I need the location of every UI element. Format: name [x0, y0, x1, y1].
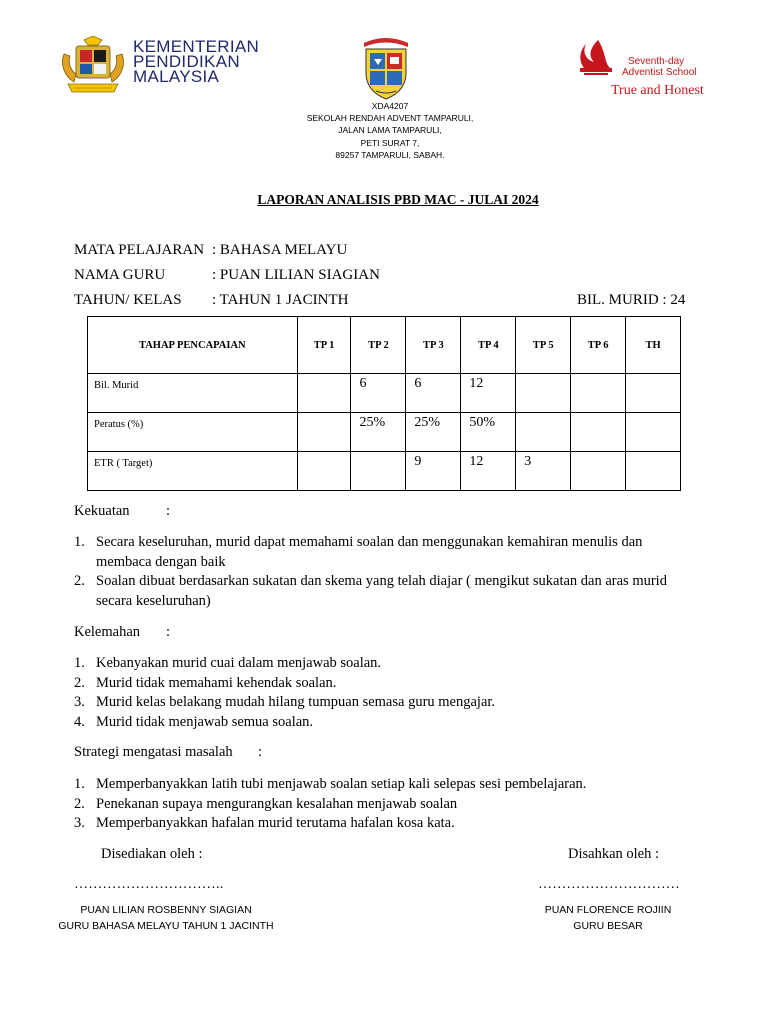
ministry-line-2: PENDIDIKAN: [133, 52, 240, 71]
list-item: [74, 814, 724, 834]
approved-signature-line: …………………………: [538, 877, 680, 892]
item-number: 1.: [74, 655, 85, 671]
table-cell: [297, 374, 351, 413]
row-label: Bil. Murid: [88, 374, 298, 413]
sda-flame-logo: [576, 38, 616, 78]
sda-line-2: Adventist School: [622, 67, 697, 78]
item-number: 3.: [74, 694, 85, 710]
list-item: [74, 775, 724, 795]
table-cell: [351, 452, 406, 491]
class-value: : TAHUN 1 JACINTH: [212, 292, 349, 308]
achievement-table: [87, 316, 681, 491]
school-crest-logo: [358, 33, 414, 101]
item-number: 4.: [74, 713, 85, 730]
address-line-2: PETI SURAT 7,: [360, 137, 420, 148]
list-item: [74, 693, 724, 713]
item-text: Penekanan supaya mengurangkan kesalahan menjawab soalan: [96, 795, 458, 812]
moe-crest-logo: [58, 36, 128, 98]
list-item: [74, 572, 724, 611]
table-cell: 9: [406, 452, 461, 491]
table-cell: [571, 374, 626, 413]
school-address-block: [0, 100, 768, 161]
item-number: 1.: [74, 776, 85, 792]
ministry-line-3: MALAYSIA: [133, 67, 220, 86]
student-count: BIL. MURID : 24: [577, 292, 686, 308]
strategy-heading: Strategi mengatasi masalah: [74, 744, 233, 760]
weaknesses-list: [74, 654, 724, 732]
table-row: [88, 374, 681, 413]
table-cell: [571, 452, 626, 491]
item-text: secara keseluruhan): [96, 592, 211, 609]
prepared-by-label: Disediakan oleh :: [101, 846, 203, 862]
approved-role: GURU BESAR: [573, 919, 643, 932]
table-cell: [297, 452, 351, 491]
school-code: XDA4207: [371, 101, 409, 111]
table-row: [88, 452, 681, 491]
table-header: TP 3: [406, 317, 461, 374]
table-cell: [626, 413, 681, 452]
prepared-signature-line: …………………………..: [74, 877, 224, 892]
row-label: ETR ( Target): [88, 452, 298, 491]
list-item: [74, 654, 724, 674]
table-header: TP 6: [571, 317, 626, 374]
table-cell: [626, 452, 681, 491]
list-item: [74, 713, 724, 733]
table-cell: 12: [461, 374, 516, 413]
table-cell: 3: [516, 452, 571, 491]
table-row: [88, 413, 681, 452]
approved-by-label: Disahkan oleh :: [568, 846, 660, 862]
table-cell: 50%: [461, 413, 516, 452]
strategy-list: [74, 775, 724, 834]
item-text: Murid tidak memahami kehendak soalan.: [96, 674, 337, 691]
list-item: [74, 674, 724, 694]
item-text: Soalan dibuat berdasarkan sukatan dan skema yang telah diajar ( mengikut sukatan dan aras murid: [96, 573, 667, 589]
prepared-name: PUAN LILIAN ROSBENNY SIAGIAN: [80, 904, 252, 916]
list-item: [74, 795, 724, 815]
strengths-heading: Kekuatan: [74, 503, 130, 519]
weaknesses-heading: Kelemahan: [74, 624, 141, 640]
table-cell: 25%: [406, 413, 461, 452]
item-text: membaca dengan baik: [96, 553, 226, 570]
item-number: 3.: [74, 815, 85, 831]
table-cell: [297, 413, 351, 452]
weaknesses-colon: :: [166, 624, 171, 640]
table-header: TP 4: [461, 317, 516, 374]
approved-name: PUAN FLORENCE ROJIIN: [544, 904, 672, 916]
strengths-colon: :: [166, 503, 171, 519]
item-number: 1.: [74, 534, 85, 550]
table-cell: [516, 413, 571, 452]
report-title: LAPORAN ANALISIS PBD MAC - JULAI 2024: [257, 192, 539, 207]
subject-value: : BAHASA MELAYU: [212, 242, 348, 258]
subject-label: MATA PELAJARAN: [74, 242, 205, 258]
prepared-by-block: [40, 903, 292, 934]
item-number: 2.: [74, 795, 85, 812]
table-cell: [626, 374, 681, 413]
item-number: 2.: [74, 573, 85, 589]
table-header: TP 5: [516, 317, 571, 374]
address-line-1: JALAN LAMA TAMPARULI,: [338, 125, 442, 136]
item-text: Secara keseluruhan, murid dapat memahami soalan dan menggunakan kemahiran menulis dan: [96, 534, 643, 550]
table-header: TAHAP PENCAPAIAN: [88, 317, 298, 374]
item-text: Memperbanyakkan hafalan murid terutama hafalan kosa kata.: [96, 815, 455, 831]
strategy-colon: :: [258, 744, 263, 760]
table-cell: 12: [461, 452, 516, 491]
table-cell: [571, 413, 626, 452]
table-cell: 25%: [351, 413, 406, 452]
table-cell: 6: [351, 374, 406, 413]
table-header: TH: [626, 317, 681, 374]
list-item: [74, 533, 724, 572]
item-text: Kebanyakan murid cuai dalam menjawab soalan.: [96, 655, 382, 671]
ministry-line-1: KEMENTERIAN: [133, 37, 260, 56]
strengths-list: [74, 533, 724, 611]
table-cell: 6: [406, 374, 461, 413]
item-text: Memperbanyakkan latih tubi menjawab soalan setiap kali selepas sesi pembelajaran.: [96, 776, 587, 792]
school-name: SEKOLAH RENDAH ADVENT TAMPARULI,: [306, 113, 474, 124]
table-header: TP 1: [297, 317, 351, 374]
class-label: TAHUN/ KELAS: [74, 292, 182, 308]
sda-wordmark: [622, 56, 697, 78]
sda-line-1: Seventh-day: [628, 56, 685, 67]
table-header-row: [88, 317, 681, 374]
ministry-wordmark: [133, 39, 259, 84]
address-line-3: 89257 TAMPARULI, SABAH.: [335, 149, 445, 160]
approved-by-block: [528, 903, 688, 934]
table-header: TP 2: [351, 317, 406, 374]
row-label: Peratus (%): [88, 413, 298, 452]
item-text: Murid kelas belakang mudah hilang tumpuan semasa guru mengajar.: [96, 694, 496, 710]
sda-motto: True and Honest: [611, 83, 704, 98]
prepared-role: GURU BAHASA MELAYU TAHUN 1 JACINTH: [58, 919, 274, 932]
item-number: 2.: [74, 674, 85, 691]
item-text: Murid tidak menjawab semua soalan.: [96, 713, 314, 730]
teacher-value: : PUAN LILIAN SIAGIAN: [212, 267, 380, 283]
teacher-label: NAMA GURU: [74, 267, 166, 283]
table-cell: [516, 374, 571, 413]
